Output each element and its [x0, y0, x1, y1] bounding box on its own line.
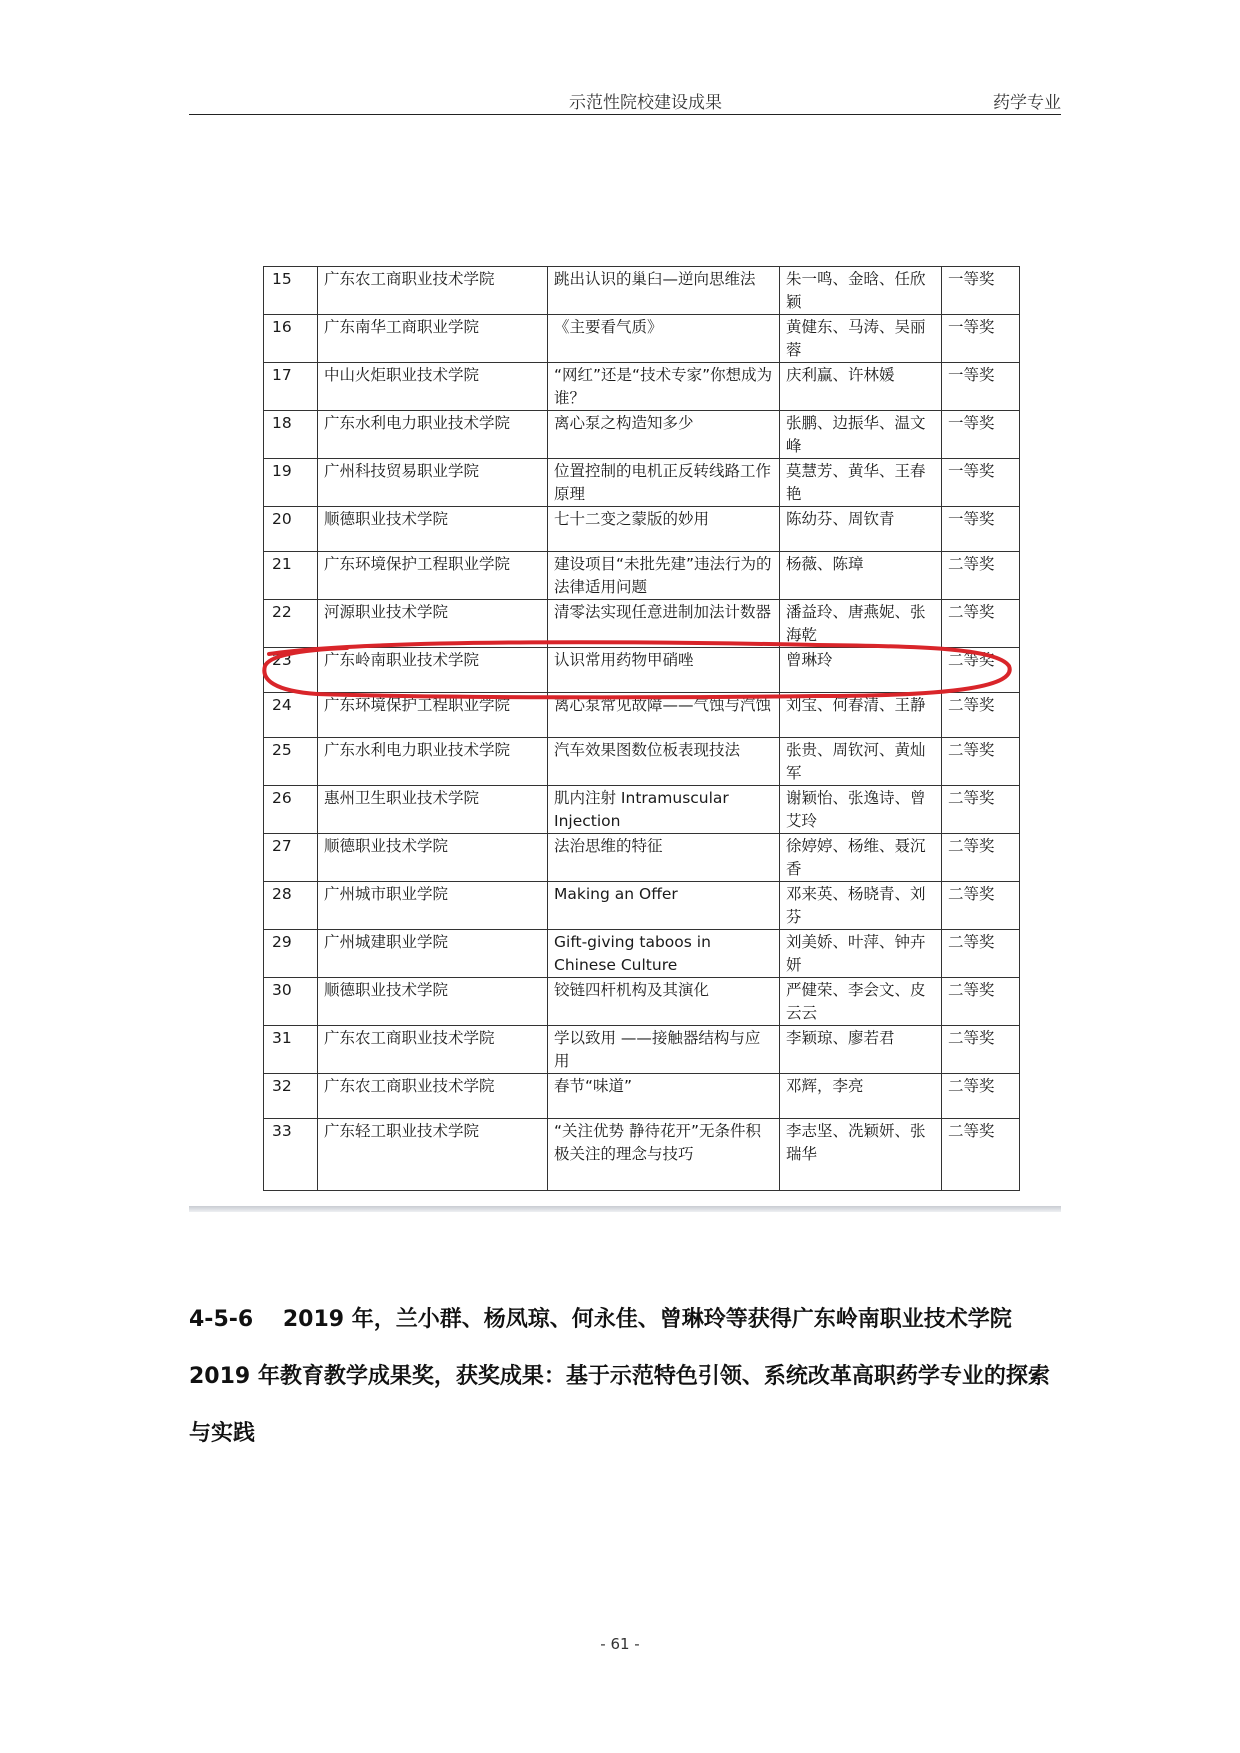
cell-school: 广东岭南职业技术学院 [318, 648, 548, 693]
cell-school: 广州科技贸易职业学院 [318, 459, 548, 507]
cell-people: 邓辉，李亮 [780, 1074, 942, 1119]
table-row [264, 507, 1020, 552]
cell-num: 16 [264, 315, 318, 363]
table-row [264, 648, 1020, 693]
table-row [264, 600, 1020, 648]
table-row [264, 315, 1020, 363]
table-row [264, 411, 1020, 459]
cell-award: 一等奖 [942, 363, 1020, 411]
cell-award: 二等奖 [942, 693, 1020, 738]
cell-award: 一等奖 [942, 411, 1020, 459]
cell-title: 七十二变之蒙版的妙用 [548, 507, 780, 552]
cell-people: 莫慧芳、黄华、王春艳 [780, 459, 942, 507]
cell-num: 32 [264, 1074, 318, 1119]
cell-title: 《主要看气质》 [548, 315, 780, 363]
cell-school: 河源职业技术学院 [318, 600, 548, 648]
cell-num: 33 [264, 1119, 318, 1191]
cell-num: 21 [264, 552, 318, 600]
header-title: 示范性院校建设成果 [569, 93, 722, 113]
cell-num: 31 [264, 1026, 318, 1074]
cell-num: 26 [264, 786, 318, 834]
cell-num: 30 [264, 978, 318, 1026]
cell-school: 广东农工商职业技术学院 [318, 1074, 548, 1119]
cell-num: 22 [264, 600, 318, 648]
cell-people: 邓来英、杨晓青、刘芬 [780, 882, 942, 930]
cell-school: 惠州卫生职业技术学院 [318, 786, 548, 834]
table-row [264, 1119, 1020, 1191]
cell-people: 严健荣、李会文、皮云云 [780, 978, 942, 1026]
table-row [264, 693, 1020, 738]
cell-school: 广东环境保护工程职业学院 [318, 693, 548, 738]
table-row [264, 930, 1020, 978]
cell-people: 刘美娇、叶萍、钟卉妍 [780, 930, 942, 978]
cell-school: 广东轻工职业技术学院 [318, 1119, 548, 1191]
cell-award: 一等奖 [942, 507, 1020, 552]
cell-people: 张鹏、边振华、温文峰 [780, 411, 942, 459]
cell-people: 杨薇、陈璋 [780, 552, 942, 600]
table-row [264, 738, 1020, 786]
cell-title: 法治思维的特征 [548, 834, 780, 882]
cell-num: 23 [264, 648, 318, 693]
cell-people: 曾琳玲 [780, 648, 942, 693]
cell-award: 一等奖 [942, 267, 1020, 315]
cell-award: 二等奖 [942, 600, 1020, 648]
cell-school: 广东农工商职业技术学院 [318, 1026, 548, 1074]
cell-school: 广东水利电力职业技术学院 [318, 411, 548, 459]
cell-award: 二等奖 [942, 786, 1020, 834]
cell-school: 广东农工商职业技术学院 [318, 267, 548, 315]
table-row [264, 882, 1020, 930]
cell-award: 二等奖 [942, 834, 1020, 882]
cell-people: 李志坚、冼颖妍、张瑞华 [780, 1119, 942, 1191]
cell-school: 中山火炬职业技术学院 [318, 363, 548, 411]
scan-bottom-edge [189, 1206, 1061, 1212]
table-row [264, 267, 1020, 315]
cell-num: 18 [264, 411, 318, 459]
cell-school: 广东水利电力职业技术学院 [318, 738, 548, 786]
table-row [264, 834, 1020, 882]
cell-num: 29 [264, 930, 318, 978]
cell-title: 认识常用药物甲硝唑 [548, 648, 780, 693]
cell-award: 二等奖 [942, 648, 1020, 693]
cell-people: 李颖琼、廖若君 [780, 1026, 942, 1074]
page-number: - 61 - [600, 1635, 640, 1653]
cell-school: 顺德职业技术学院 [318, 834, 548, 882]
cell-title: 离心泵常见故障——气蚀与汽蚀 [548, 693, 780, 738]
cell-title: “关注优势 静待花开”无条件积极关注的理念与技巧 [548, 1119, 780, 1191]
table-row [264, 459, 1020, 507]
table-row [264, 1074, 1020, 1119]
cell-award: 二等奖 [942, 930, 1020, 978]
cell-title: Gift-giving taboos in Chinese Culture [548, 930, 780, 978]
cell-title: 跳出认识的巢臼—逆向思维法 [548, 267, 780, 315]
cell-people: 朱一鸣、金晗、任欣颖 [780, 267, 942, 315]
cell-title: “网红”还是“技术专家”你想成为谁？ [548, 363, 780, 411]
cell-num: 20 [264, 507, 318, 552]
header-subject: 药学专业 [993, 93, 1061, 113]
cell-award: 一等奖 [942, 315, 1020, 363]
cell-people: 徐婷婷、杨维、聂沉香 [780, 834, 942, 882]
table-row [264, 978, 1020, 1026]
cell-num: 19 [264, 459, 318, 507]
cell-title: 建设项目“未批先建”违法行为的法律适用问题 [548, 552, 780, 600]
cell-school: 广东环境保护工程职业学院 [318, 552, 548, 600]
cell-school: 顺德职业技术学院 [318, 978, 548, 1026]
cell-num: 28 [264, 882, 318, 930]
cell-num: 17 [264, 363, 318, 411]
table-row [264, 1026, 1020, 1074]
page-header [189, 88, 1061, 115]
cell-people: 张贵、周钦河、黄灿军 [780, 738, 942, 786]
achievement-paragraph: 4-5-6 2019 年，兰小群、杨凤琼、何永佳、曾琳玲等获得广东岭南职业技术学院 2019 年教育教学成果奖，获奖成果：基于示范特色引领、系统改革高职药学专业的探索与实践 [189, 1307, 1050, 1446]
cell-people: 庆利赢、许林媛 [780, 363, 942, 411]
cell-title: 学以致用 ——接触器结构与应用 [548, 1026, 780, 1074]
cell-people: 陈幼芬、周钦青 [780, 507, 942, 552]
cell-title: 铰链四杆机构及其演化 [548, 978, 780, 1026]
table-row [264, 552, 1020, 600]
cell-award: 二等奖 [942, 552, 1020, 600]
cell-school: 广州城市职业学院 [318, 882, 548, 930]
cell-title: 春节“味道” [548, 1074, 780, 1119]
cell-school: 顺德职业技术学院 [318, 507, 548, 552]
cell-people: 黄健东、马涛、吴丽蓉 [780, 315, 942, 363]
cell-title: 清零法实现任意进制加法计数器 [548, 600, 780, 648]
cell-num: 15 [264, 267, 318, 315]
cell-award: 二等奖 [942, 738, 1020, 786]
cell-people: 潘益玲、唐燕妮、张海乾 [780, 600, 942, 648]
cell-num: 25 [264, 738, 318, 786]
cell-num: 27 [264, 834, 318, 882]
cell-title: 位置控制的电机正反转线路工作原理 [548, 459, 780, 507]
cell-title: Making an Offer [548, 882, 780, 930]
cell-award: 二等奖 [942, 978, 1020, 1026]
cell-title: 肌内注射 Intramuscular Injection [548, 786, 780, 834]
table-row [264, 786, 1020, 834]
cell-award: 二等奖 [942, 882, 1020, 930]
cell-award: 二等奖 [942, 1074, 1020, 1119]
scanned-table-image [189, 266, 1061, 1216]
cell-people: 谢颖怡、张逸诗、曾艾玲 [780, 786, 942, 834]
cell-award: 一等奖 [942, 459, 1020, 507]
cell-title: 离心泵之构造知多少 [548, 411, 780, 459]
awards-table [263, 266, 1020, 1191]
cell-school: 广州城建职业学院 [318, 930, 548, 978]
cell-people: 刘宝、何春清、王静 [780, 693, 942, 738]
cell-award: 二等奖 [942, 1119, 1020, 1191]
cell-num: 24 [264, 693, 318, 738]
cell-award: 二等奖 [942, 1026, 1020, 1074]
cell-school: 广东南华工商职业学院 [318, 315, 548, 363]
cell-title: 汽车效果图数位板表现技法 [548, 738, 780, 786]
table-row [264, 363, 1020, 411]
